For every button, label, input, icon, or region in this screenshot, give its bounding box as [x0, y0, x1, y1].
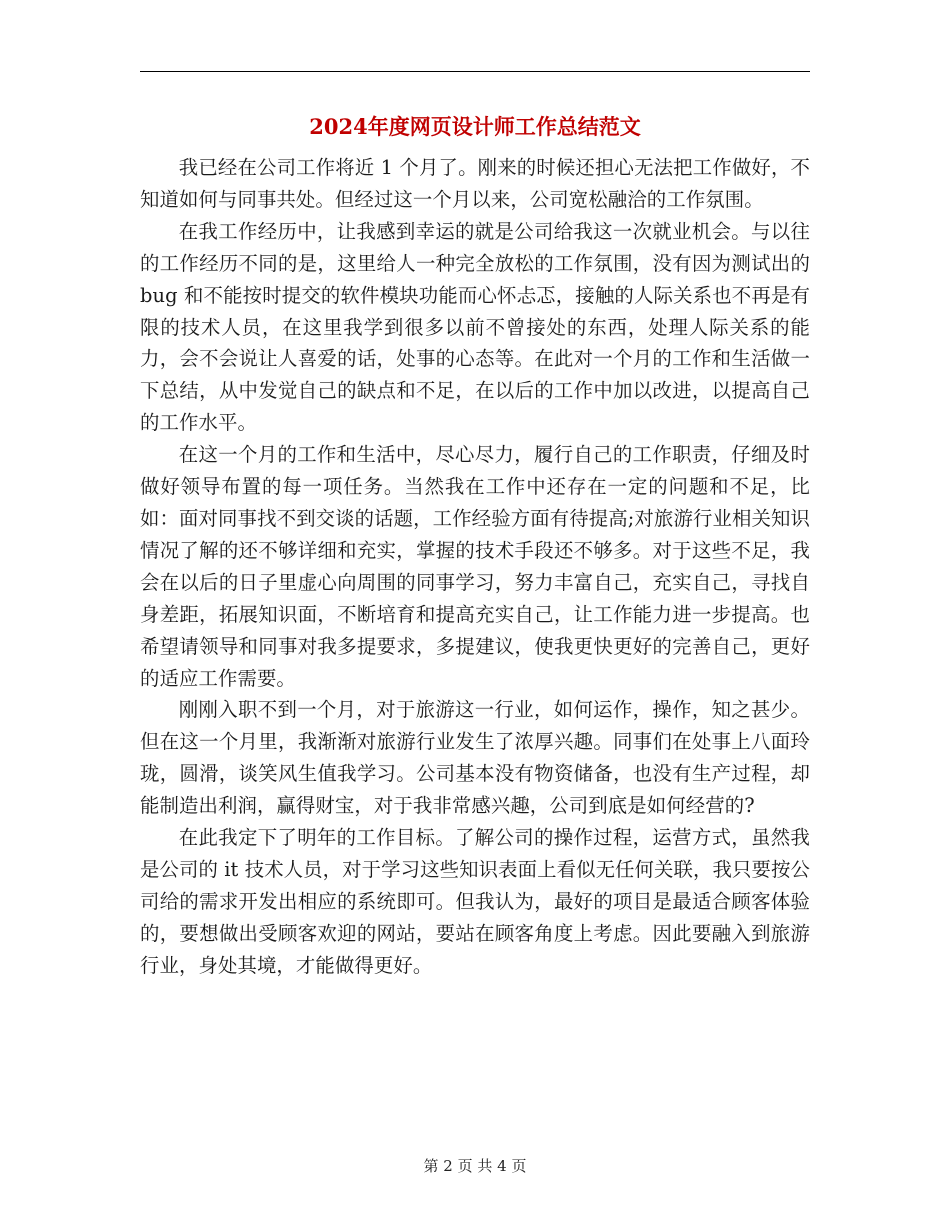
paragraph-4: 刚刚入职不到一个月，对于旅游这一行业，如何运作，操作，知之甚少。但在这一个月里，我渐渐对旅游行业发生了浓厚兴趣。同事们在处事上八面玲珑，圆滑，谈笑风生值我学习。公司基本没有物资储备，也没有生产过程，却能制造出利润，赢得财宝，对于我非常感兴趣，公司到底是如何经营的? [140, 698, 810, 818]
document-body [140, 152, 810, 982]
paragraph-3: 在这一个月的工作和生活中，尽心尽力，履行自己的工作职责，仔细及时做好领导布置的每一项任务。当然我在工作中还存在一定的问题和不足，比如：面对同事找不到交谈的话题，工作经验方面有待提高;对旅游行业相关知识情况了解的还不够详细和充实，掌握的技术手段还不够多。对于这些不足，我会在以后的日子里虚心向周围的同事学习，努力丰富自己，充实自己，寻找自身差距，拓展知识面，不断培育和提高充实自己，让工作能力进一步提高。也希望请领导和同事对我多提要求，多提建议，使我更快更好的完善自己，更好的适应工作需要。 [140, 443, 810, 690]
page-number-footer: 第 2 页 共 4 页 [423, 1157, 527, 1175]
document-title: 2024年度网页设计师工作总结范文 [309, 114, 641, 139]
paragraph-2: 在我工作经历中，让我感到幸运的就是公司给我这一次就业机会。与以往的工作经历不同的是，这里给人一种完全放松的工作氛围，没有因为测试出的 bug 和不能按时提交的软件模块功能而心怀忐忑，接触的人际关系也不再是有限的技术人员，在这里我学到很多以前不曾接处的东西，处理人际关系的能力，会不会说让人喜爱的话，处事的心态等。在此对一个月的工作和生活做一下总结，从中发觉自己的缺点和不足，在以后的工作中加以改进，以提高自己的工作水平。 [140, 219, 810, 435]
paragraph-5: 在此我定下了明年的工作目标。了解公司的操作过程，运营方式，虽然我是公司的 it 技术人员，对于学习这些知识表面上看似无任何关联，我只要按公司给的需求开发出相应的系统即可。但我认为，最好的项目是最适合顾客体验的，要想做出受顾客欢迎的网站，要站在顾客角度上考虑。因此要融入到旅游行业，身处其境，才能做得更好。 [140, 826, 810, 977]
header-rule [140, 71, 810, 72]
paragraph-1: 我已经在公司工作将近 1 个月了。刚来的时候还担心无法把工作做好，不知道如何与同事共处。但经过这一个月以来，公司宽松融洽的工作氛围。 [140, 156, 810, 211]
